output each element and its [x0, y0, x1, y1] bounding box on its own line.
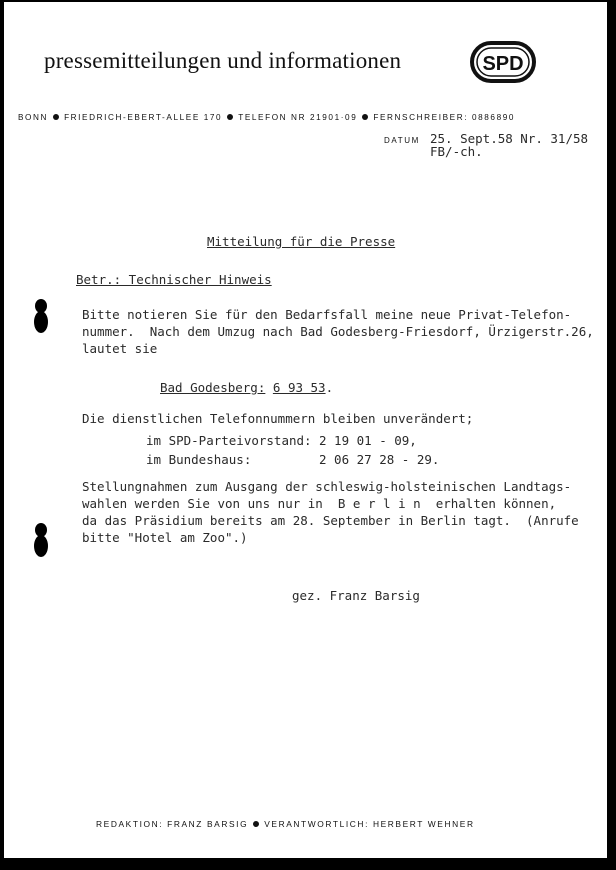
address-line [18, 113, 606, 122]
address-city: BONN [18, 113, 49, 122]
document-page [4, 2, 607, 858]
date-label: DATUM [384, 136, 420, 145]
bullet-icon [362, 114, 368, 120]
svg-text:SPD: SPD [482, 53, 524, 75]
footer-line [96, 819, 475, 829]
office-number-label: im Bundeshaus: [146, 452, 252, 467]
bullet-icon [53, 114, 59, 120]
footer-responsible: VERANTWORTLICH: HERBERT WEHNER [264, 819, 475, 829]
office-number-value: 2 06 27 28 - 29. [319, 452, 440, 467]
signature: gez. Franz Barsig [292, 588, 420, 603]
punch-hole-icon [34, 298, 48, 334]
press-heading: Mitteilung für die Presse [207, 234, 396, 249]
bullet-icon [227, 114, 233, 120]
private-number-label: Bad Godesberg: [160, 380, 266, 395]
private-number: Bad Godesberg: 6 93 53. [160, 380, 334, 395]
date-value: 25. Sept.58 Nr. 31/58 [430, 131, 589, 146]
letterhead-title: pressemitteilungen und informationen [44, 48, 402, 73]
footer-editor: REDAKTION: FRANZ BARSIG [96, 819, 249, 829]
paragraph-statements: Stellungnahmen zum Ausgang der schleswig-holsteinischen Landtags- wahlen werden Sie von uns nur in B e r l i n erhalten können, da das Präsidium bereits am 28. September in Berlin tagt. (Anrufe bitte "Hotel am Zoo".) [82, 479, 579, 545]
reference-code: FB/-ch. [430, 144, 483, 159]
address-street: FRIEDRICH-EBERT-ALLEE 170 [64, 113, 223, 122]
address-telex: FERNSCHREIBER: 0886890 [373, 113, 516, 122]
subject-line: Betr.: Technischer Hinweis [76, 272, 272, 287]
office-number-value: 2 19 01 - 09, [319, 433, 417, 448]
office-number-label: im SPD-Parteivorstand: [146, 433, 312, 448]
spd-logo [469, 40, 537, 84]
punch-hole-icon [34, 522, 48, 558]
paragraph-new-number: Bitte notieren Sie für den Bedarfsfall meine neue Privat-Telefon- nummer. Nach dem Umzug nach Bad Godesberg-Friesdorf, Ürzigerstr.26, lautet sie [82, 307, 594, 356]
bullet-icon [253, 821, 259, 827]
address-phone: TELEFON NR 21901·09 [238, 113, 358, 122]
paragraph-office-numbers: Die dienstlichen Telefonnummern bleiben unverändert; [82, 411, 474, 426]
private-number-value: 6 93 53 [272, 380, 326, 395]
